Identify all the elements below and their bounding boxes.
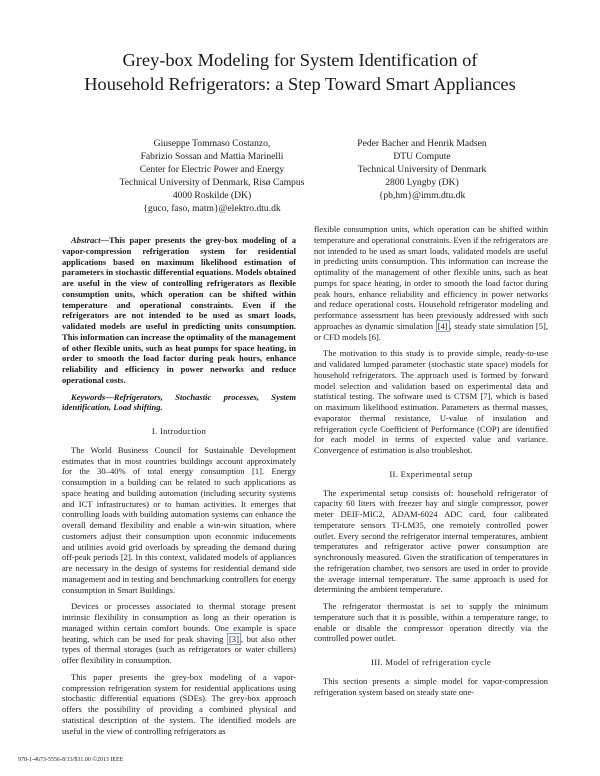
copyright-footer: 978-1-4673-5556-8/13/$31.00 ©2013 IEEE bbox=[18, 757, 124, 763]
intro-paragraph-2-text: , but also other types of thermal storages (such as refrigerators or water chillers) offer flexibility in consumption. bbox=[62, 633, 296, 665]
experimental-paragraph-2: The refrigerator thermostat is set to supply the minimum temperature such that it is possible, within a temperature range, to enable or disable the compressor operation directly via the controlled power outlet. bbox=[314, 601, 548, 644]
right-column bbox=[314, 224, 548, 697]
intro-paragraph-2 bbox=[62, 601, 296, 666]
affiliation: Center for Electric Power and Energy bbox=[139, 164, 285, 176]
section-heading-model: III. Model of refrigeration cycle bbox=[371, 657, 491, 667]
intro-paragraph-1: The World Business Council for Sustainable Development estimates that in most countries buildings account approximately for the 30–40% of total energy consumption [1]. Energy consumption in a building can be related to such applications as space heating and building automation (including security systems and ICT infrastructures) or to human activities. It emerges that controlling loads with building automation systems can enhance the overall demand flexibility and enable a win-win situation, where customers adjust their consumption upon economic inducements and utilities avoid grid overloads by spreading the demand during off-peak periods [2]. In this context, validated models of appliances are necessary in the design of systems for residential demand side management and in testing and benchmarking controllers for energy consumption in Smart Buildings. bbox=[62, 444, 296, 595]
author-names: Peder Bacher and Henrik Madsen bbox=[357, 138, 487, 149]
left-column bbox=[62, 235, 296, 736]
right-paragraph-1-text: flexible consumption units, which operation can be shifted within temperature and operational constraints. Even if the refrigerators are not intended to be used as smart loads, validated models are useful in predicting units consumption. This information can increase the optimality of the management of other flexible units, such as heat pumps for space heating, in order to smooth the load factor during peak hours, enhance reliability and efficiency in power networks and reduce operational costs. Household refrigerator modeling and performance assessment has been previously addressed with such approaches as dynamic simulation bbox=[314, 224, 548, 331]
affiliation: DTU Compute bbox=[393, 151, 451, 163]
author-names: Giuseppe Tommaso Costanzo, bbox=[153, 138, 271, 149]
affiliation: Technical University of Denmark bbox=[357, 164, 487, 176]
address: 2800 Lyngby (DK) bbox=[385, 177, 459, 189]
section-heading-introduction: I. Introduction bbox=[151, 426, 207, 436]
right-paragraph-1-text: , steady state simulation [5], or CFD models [6]. bbox=[314, 320, 548, 342]
right-paragraph-1 bbox=[314, 224, 548, 342]
intro-paragraph-2-text: Devices or processes associated to thermal storage present intrinsic flexibility in consumption as long as their operation is managed within certain comfort bounds. One example is space heating, which can be used for peak shaving bbox=[62, 601, 296, 644]
keywords-label: Keywords bbox=[71, 391, 106, 402]
intro-paragraph-3: This paper presents the grey-box modeling of a vapor-compression refrigeration system for residential applications using stochastic differential equations (SDEs). The grey-box approach offers the possibility of providing a combined physical and statistical description of the system. The identified models are useful in the view of controlling refrigerators as bbox=[62, 671, 296, 736]
author-block-1 bbox=[96, 137, 328, 216]
section-heading-experimental-setup: II. Experimental setup bbox=[389, 468, 473, 479]
experimental-paragraph-1: The experimental setup consists of: household refrigerator of capacity 60 liters with freezer bay and single compressor, power meter DEIF-MIC2, ADAM-6024 ADC card, four calibrated temperature sensors TI-LM35, one remotely controlled power outlet. Every second the refrigerator internal temperatures, ambient temperatures and refrigerator active power consumption are synchronously measured. Given the stratification of temperatures in the refrigeration chamber, two sensors are used in order to provide the average internal temperature. The same approach is used for determining the ambient temperature. bbox=[314, 487, 548, 595]
keywords-text: —Refrigerators, Stochastic processes, System identification, Load shifting. bbox=[62, 391, 296, 413]
abstract bbox=[62, 235, 296, 386]
author-block-2 bbox=[316, 137, 528, 202]
author-names: Fabrizio Sossan and Mattia Marinelli bbox=[140, 151, 284, 163]
paper-title-line-1: Grey-box Modeling for System Identification of bbox=[122, 50, 478, 70]
model-paragraph-1: This section presents a simple model for vapor-compression refrigeration system based on steady state one- bbox=[314, 675, 548, 697]
citation-link[interactable]: [3] bbox=[228, 633, 239, 644]
address: 4000 Roskilde (DK) bbox=[172, 190, 252, 202]
abstract-label: Abstract bbox=[71, 235, 101, 245]
paper-title-line-2: Household Refrigerators: a Step Toward Smart Appliances bbox=[84, 74, 516, 94]
citation-link[interactable]: [4] bbox=[437, 320, 448, 331]
abstract-text: —This paper presents the grey-box modeling of a vapor-compression refrigeration system for residential applications based on maximum likelihood estimation of parameters in stochastic differential equations. Models obtained are useful in the view of controlling refrigerators as flexible consumption units, which operation can be shifted within temperature and operational constraints. Even if the refrigerators are not intended to be used as smart loads, validated models are useful in predicting units consumption. This information can increase the optimality of the management of other flexible units, such as heat pumps for space heating, in order to smooth the load factor during peak hours, enhance reliability and efficiency in power networks and reduce operational costs. bbox=[62, 235, 296, 385]
email: {pb,hm}@imm.dtu.dk bbox=[378, 190, 466, 202]
email: {guco, faso, matm}@elektro.dtu.dk bbox=[143, 203, 281, 215]
keywords bbox=[62, 392, 296, 414]
affiliation: Technical University of Denmark, Risø Campus bbox=[119, 177, 305, 189]
paper-title bbox=[40, 48, 560, 96]
right-paragraph-2: The motivation to this study is to provide simple, ready-to-use and validated lumped parameter (stochastic state space) models for household refrigerators. The approach used is formed by forward model selection and validation based on experimental data and statistical testing. The software used is CTSM [7], which is based on maximum likelihood estimation. Parameters as thermal masses, evaporator thermal resistance, U-value of insulation and refrigeration cycle Coefficient of Performance (COP) are identified for each model in terms of expected value and variance. Convergence of estimation is also troubleshot. bbox=[314, 348, 548, 455]
